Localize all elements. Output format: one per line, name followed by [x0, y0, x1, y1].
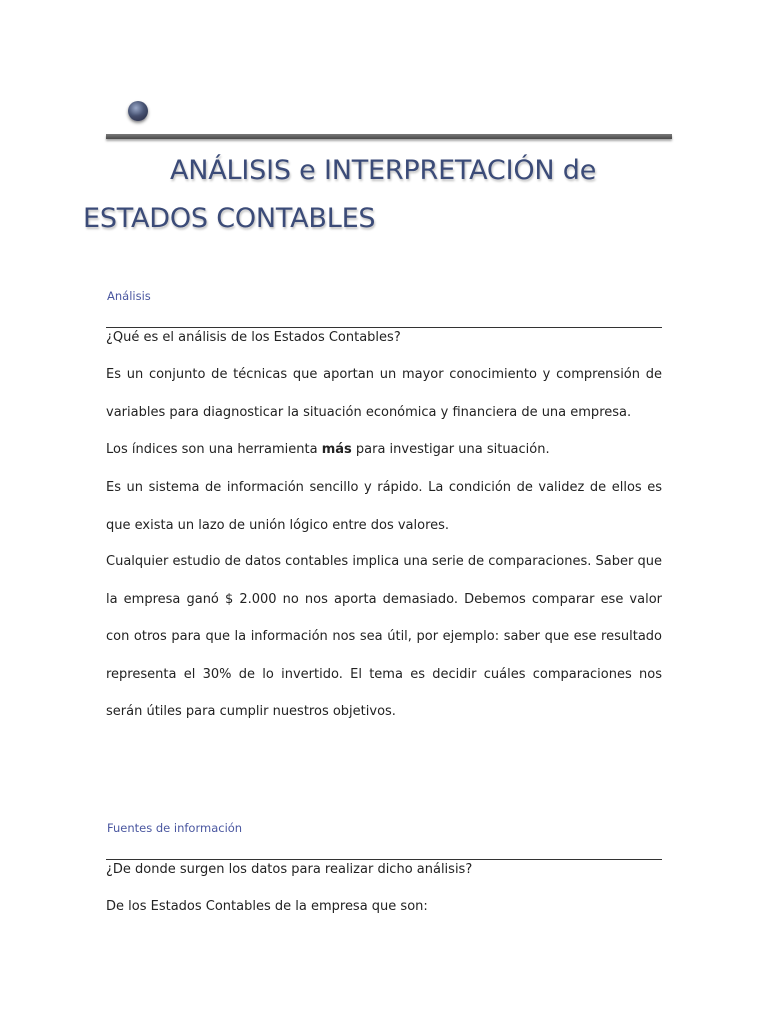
question-rule	[106, 859, 662, 860]
bullet-orb-icon	[128, 101, 148, 121]
question-rule	[106, 327, 662, 328]
section-heading-analisis: Análisis	[107, 289, 151, 303]
section-heading-fuentes: Fuentes de información	[107, 821, 243, 835]
question-text: ¿De donde surgen los datos para realizar dicho análisis?	[106, 862, 473, 877]
paragraph-text: para investigar una situación.	[351, 442, 550, 457]
paragraph-emphasis: más	[321, 442, 352, 457]
document-title-line-1: ANÁLISIS e INTERPRETACIÓN de	[170, 155, 597, 186]
paragraph-text: Los índices son una herramienta	[106, 442, 322, 457]
question-text: ¿Qué es el análisis de los Estados Contables?	[106, 330, 401, 345]
paragraph: Es un conjunto de técnicas que aportan un mayor conocimiento y comprensión de variables para diagnosticar la situación económica y financiera de una empresa.	[106, 367, 662, 420]
paragraph	[106, 431, 662, 469]
paragraph: De los Estados Contables de la empresa que son:	[106, 899, 428, 914]
document-title-line-2: ESTADOS CONTABLES	[83, 203, 376, 234]
section-question	[106, 327, 662, 345]
paragraph: Cualquier estudio de datos contables implica una serie de comparaciones. Saber que la empresa ganó $ 2.000 no nos aporta demasiado. Debemos comparar ese valor con otros para que la información nos sea útil, por ejemplo: saber que ese resultado representa el 30% de lo invertido. El tema es decidir cuáles comparaciones nos serán útiles para cumplir nuestros objetivos.	[106, 554, 662, 719]
section-question	[106, 859, 662, 877]
paragraph: Es un sistema de información sencillo y rápido. La condición de validez de ellos es que exista un lazo de unión lógico entre dos valores.	[106, 480, 662, 533]
header-divider	[106, 134, 672, 139]
